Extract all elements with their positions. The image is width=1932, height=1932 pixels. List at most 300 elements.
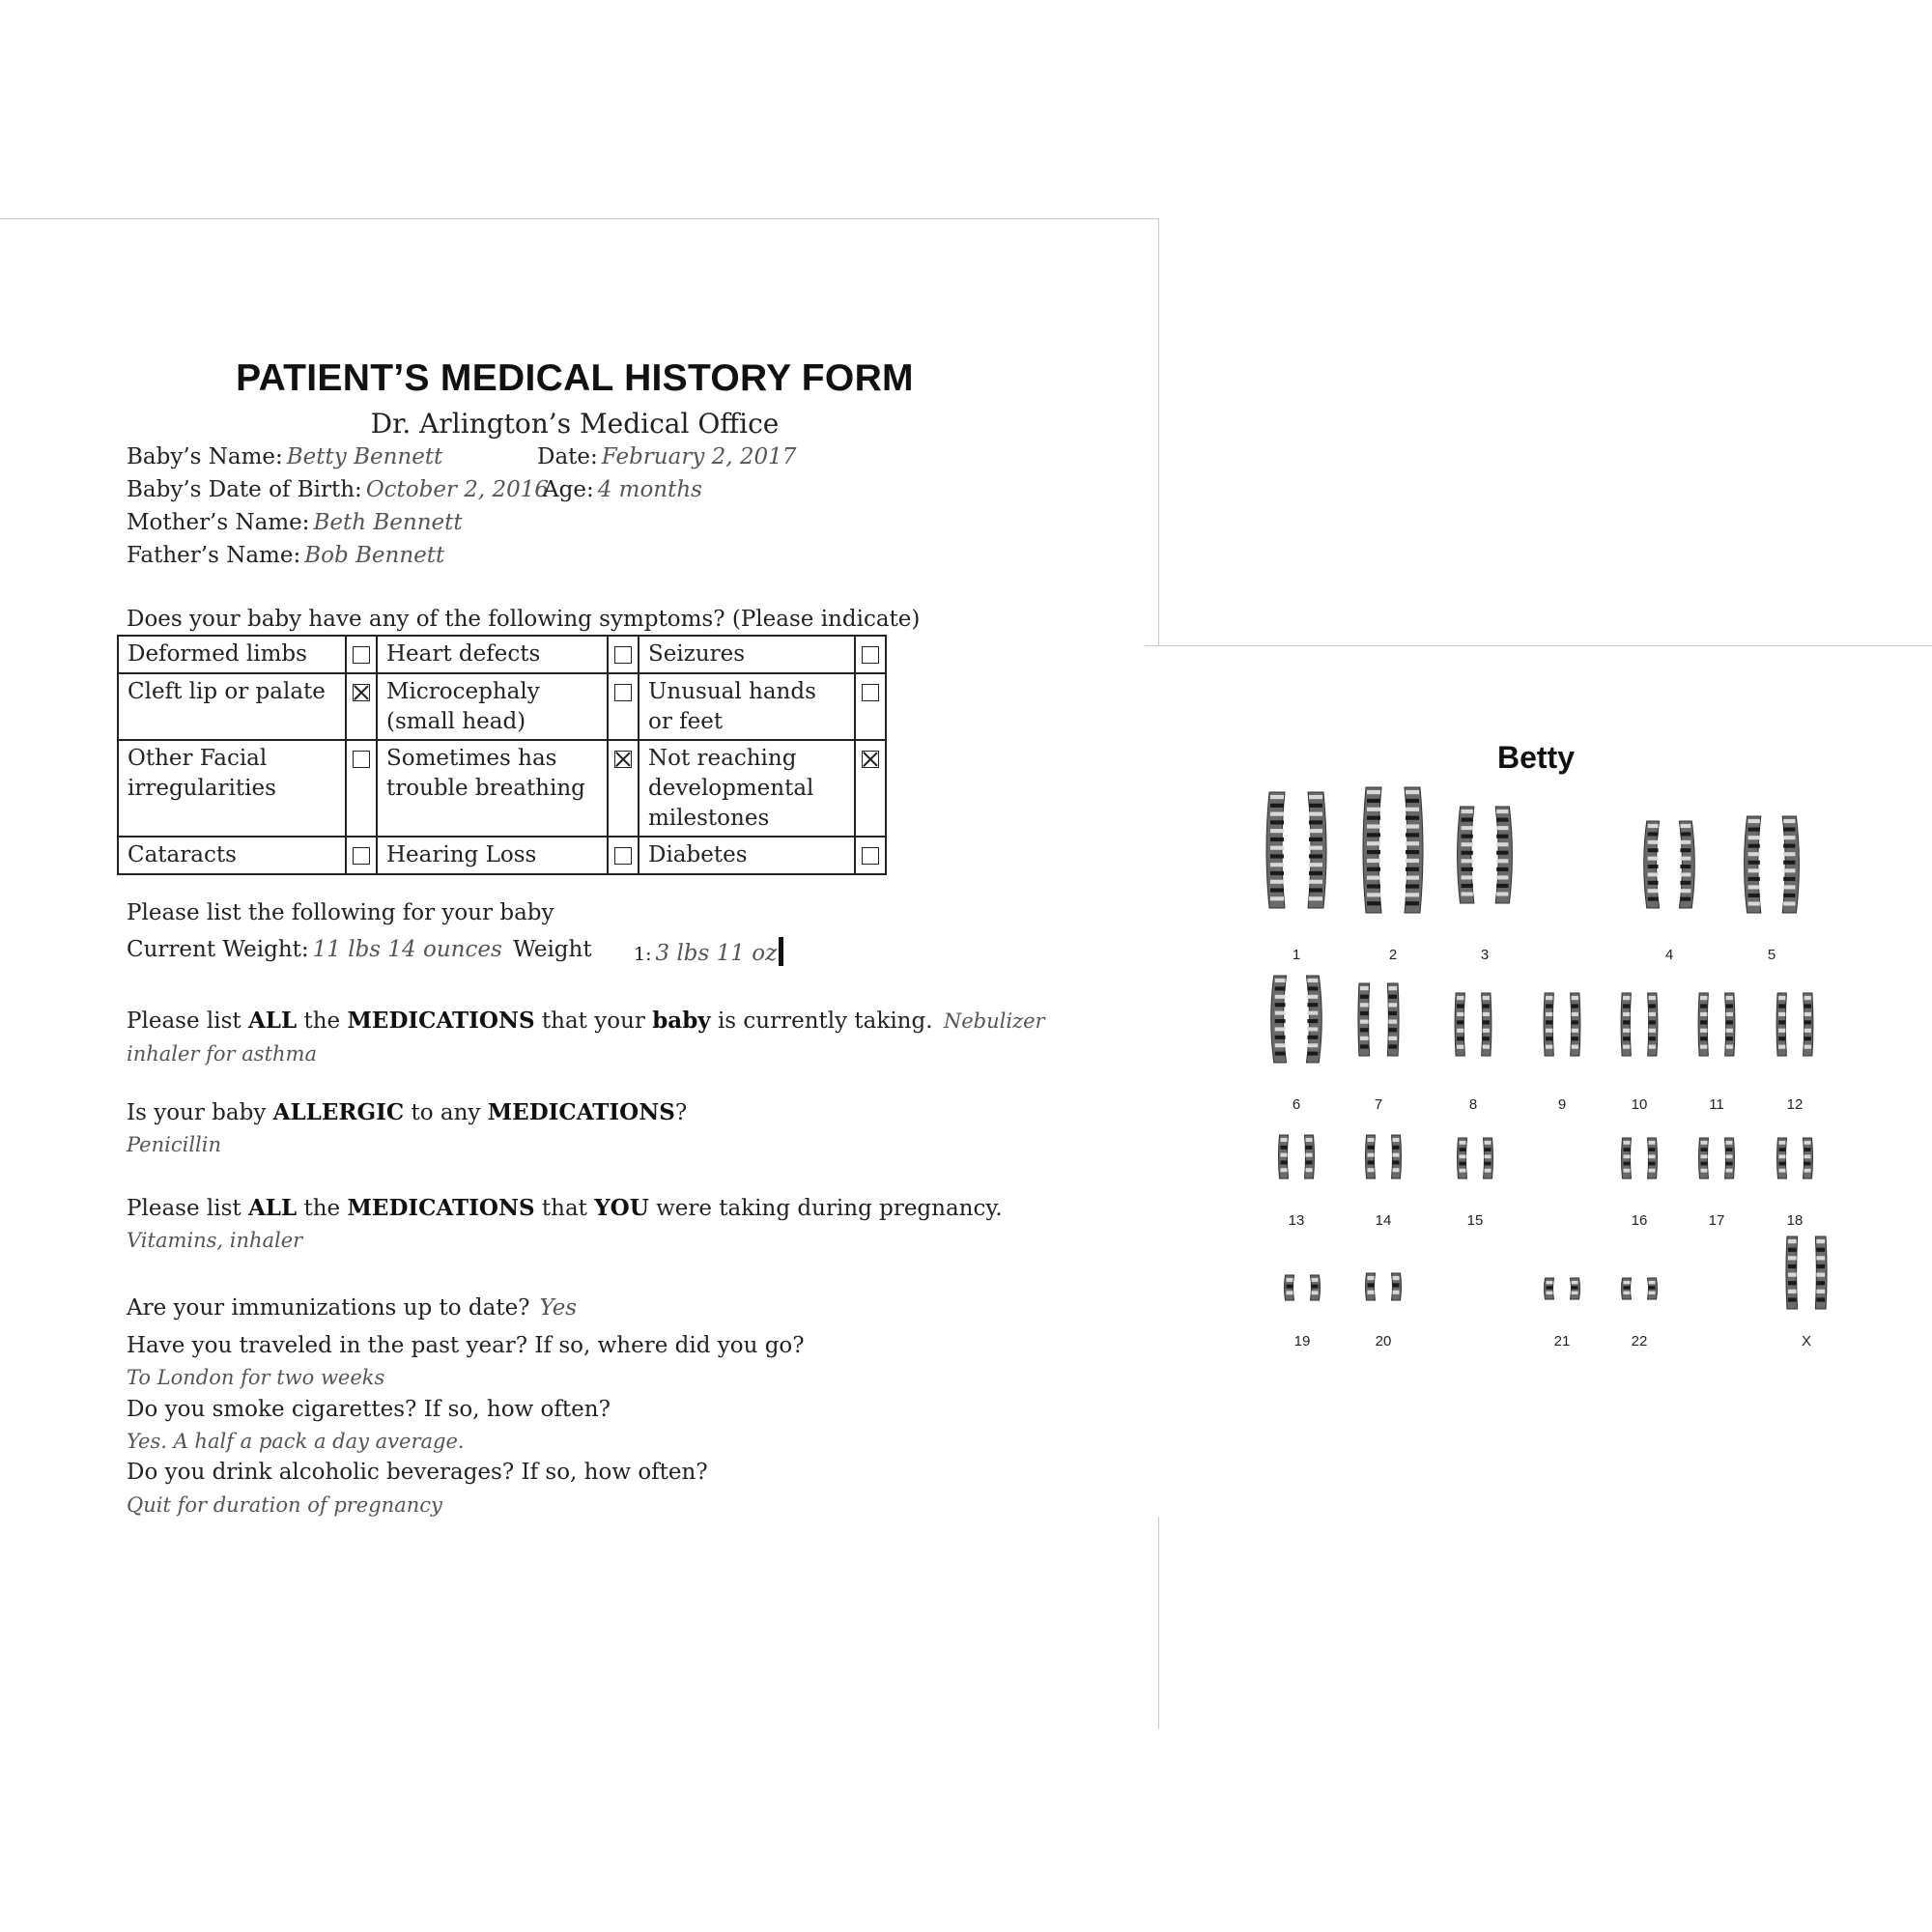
symptoms-table [117, 635, 887, 875]
chromosome-band [1726, 1012, 1733, 1016]
chromosome-band [1496, 826, 1508, 830]
chromosome-pair [1777, 1138, 1813, 1179]
chromosome-band [1816, 1248, 1825, 1252]
chromosome-band [1309, 896, 1322, 900]
chromosome-band [1496, 810, 1508, 813]
chromosome-band [1270, 863, 1284, 867]
chromosome-band [1360, 995, 1369, 999]
date-label: Date: [537, 444, 598, 469]
chromosome-band [1680, 897, 1690, 901]
chromosome-band [1367, 893, 1380, 896]
chromosome-band [1270, 804, 1284, 808]
chromosome-band [1680, 889, 1690, 893]
chromosome-band [1496, 875, 1508, 879]
chromosome-band [1388, 1003, 1397, 1007]
chromosome-band [1649, 1292, 1656, 1294]
chromosome-band [1804, 1029, 1811, 1033]
chromosome-band [1700, 1012, 1707, 1016]
chromosome-band [1406, 884, 1419, 888]
chromosome-band [1281, 1138, 1288, 1142]
chromosome-band [1309, 880, 1322, 884]
chromosome-band [1406, 824, 1419, 828]
chromosome-band [1393, 1153, 1400, 1157]
chromosome-band [1649, 1012, 1656, 1016]
chromosome-band [1309, 863, 1322, 867]
chromosome-band [1816, 1273, 1825, 1277]
symptom-checkbox[interactable] [353, 646, 370, 664]
symptom-checkbox[interactable] [862, 684, 879, 701]
chromosome-band [1816, 1239, 1825, 1243]
chromosome-band [1680, 824, 1690, 828]
chromosome-band [1270, 820, 1284, 824]
chromosome-band [1460, 1162, 1466, 1166]
chromosome-band [1649, 1029, 1656, 1033]
chromosome-band [1281, 1153, 1288, 1157]
chromosome-band [1701, 1141, 1708, 1145]
chromosome-band [1748, 894, 1760, 897]
chromosome-band [1406, 808, 1419, 811]
chromosome-band [1649, 1141, 1656, 1145]
chromosome-band [1368, 1138, 1375, 1142]
father-name-value[interactable]: Bob Bennett [304, 543, 445, 568]
chromosome-band [1462, 892, 1473, 895]
immunizations-answer[interactable]: Yes [539, 1295, 578, 1321]
chromosome-band [1816, 1264, 1825, 1268]
chromosome-band [1700, 1037, 1707, 1040]
symptom-checkbox[interactable] [862, 751, 879, 768]
chromosome-band [1700, 1004, 1707, 1008]
symptom-label: Cleft lip or palate [118, 673, 346, 740]
mother-name-line [127, 510, 463, 535]
chromosome-band [1624, 1281, 1631, 1284]
chromosome-band [1388, 1020, 1397, 1024]
chromosome-band [1270, 854, 1284, 858]
chromosome-pair [1776, 993, 1813, 1056]
chromosome-band [1306, 1168, 1313, 1172]
chromosome-band [1309, 795, 1322, 799]
baby-medications-answer[interactable]: Nebulizer inhaler for asthma [127, 1009, 1045, 1065]
symptom-label: Seizures [639, 636, 855, 673]
chromosome-band [1783, 852, 1795, 856]
chromosome-band [1748, 861, 1760, 865]
baby-name-value[interactable]: Betty Bennett [286, 444, 443, 469]
chromosome-band [1572, 996, 1578, 1000]
chromosome-band [1624, 1148, 1631, 1151]
chromosome-band [1748, 844, 1760, 848]
chromosome-band [1804, 1037, 1811, 1040]
chromosome-band [1368, 1160, 1375, 1164]
allergy-q-medications: MEDICATIONS [487, 1099, 675, 1125]
current-weight-label: Current Weight: [127, 937, 309, 962]
chromosome-band [1748, 877, 1760, 881]
chromosome-band [1281, 1168, 1288, 1172]
chromosome-pair [1285, 1275, 1321, 1300]
weight-value-line [634, 937, 783, 966]
chromosome-band [1816, 1297, 1825, 1301]
karyotype-image [1236, 734, 1835, 1352]
text-cursor [779, 937, 783, 966]
chromosome-band [1648, 824, 1659, 828]
chromosome-band [1804, 1020, 1811, 1024]
chromosome-band [1406, 876, 1419, 880]
chromosome-band [1680, 881, 1690, 885]
chromosome-band [1804, 996, 1811, 1000]
chromosome-band [1779, 1141, 1786, 1145]
symptom-checkbox[interactable] [614, 684, 632, 701]
chromosome-number-label: 15 [1466, 1212, 1484, 1229]
chromosome-band [1270, 880, 1284, 884]
chromosome-band [1367, 884, 1380, 888]
chromosome-number-label: 6 [1292, 1096, 1301, 1113]
symptom-checkbox-cell [346, 636, 377, 673]
chromosome-band [1388, 986, 1397, 990]
meds-q-pre: Please list [127, 1009, 242, 1034]
chromosome-number-label: 19 [1293, 1333, 1311, 1350]
chromosome-band [1572, 1281, 1578, 1284]
chromosome-band [1406, 790, 1419, 794]
symptom-checkbox-cell [608, 636, 639, 673]
chromosome-band [1367, 816, 1380, 820]
chromosome-band [1460, 1154, 1466, 1158]
chromosome-band [1778, 1029, 1785, 1033]
allergy-answer[interactable]: Penicillin [127, 1133, 222, 1156]
chromosome-band [1406, 799, 1419, 803]
chromosome-band [1406, 867, 1419, 871]
chromosome-band [1700, 1029, 1707, 1033]
chromosome-number-label: 14 [1375, 1212, 1392, 1229]
symptom-checkbox-cell [855, 636, 886, 673]
date-value[interactable]: February 2, 2017 [601, 444, 797, 469]
chromosome-band [1307, 979, 1318, 982]
chromosome-band [1779, 1169, 1786, 1173]
chromosome-number-label: 20 [1375, 1333, 1392, 1350]
chromosome-band [1275, 1036, 1286, 1039]
chromosome-band [1572, 1286, 1578, 1289]
chromosome-band [1496, 867, 1508, 871]
dob-line [127, 477, 549, 502]
chromosome-band [1287, 1285, 1293, 1289]
chromosome-band [1462, 875, 1473, 879]
chromosome-band [1648, 848, 1659, 852]
chromosome-band [1546, 1045, 1552, 1049]
preg-q-you: YOU [594, 1195, 649, 1221]
chromosome-band [1748, 868, 1760, 872]
chromosome-band [1788, 1281, 1797, 1285]
chromosome-number-label: 12 [1786, 1096, 1804, 1113]
chromosome-pair [1786, 1236, 1827, 1309]
drink-answer[interactable]: Quit for duration of pregnancy [127, 1493, 442, 1517]
chromosome-pair [1545, 1278, 1580, 1299]
chromosome-band [1388, 995, 1397, 999]
chromosome-band [1275, 986, 1286, 990]
symptom-checkbox-cell [346, 740, 377, 837]
allergy-q-post: ? [674, 1100, 688, 1125]
chromosome-band [1483, 1004, 1490, 1008]
chromosome-band [1804, 1162, 1811, 1166]
chromosome-band [1726, 1004, 1733, 1008]
chromosome-band [1748, 852, 1760, 856]
chromosome-band [1270, 812, 1284, 816]
chromosome-band [1462, 884, 1473, 888]
chromosome-pair [1363, 787, 1423, 913]
chromosome-band [1726, 1162, 1733, 1166]
chromosome-band [1648, 881, 1659, 885]
chromosome-band [1406, 859, 1419, 863]
chromosome-band [1367, 859, 1380, 863]
symptom-checkbox[interactable] [353, 684, 370, 701]
chromosome-band [1547, 1286, 1553, 1289]
chromosome-band [1572, 1012, 1578, 1016]
chromosome-band [1726, 1169, 1733, 1173]
chromosome-band [1649, 1169, 1656, 1173]
chromosome-band [1367, 841, 1380, 845]
chromosome-band [1388, 1028, 1397, 1032]
chromosome-band [1462, 835, 1473, 838]
chromosome-band [1726, 996, 1733, 1000]
chromosome-band [1367, 850, 1380, 854]
chromosome-band [1307, 1019, 1318, 1023]
allergy-q-mid: to any [411, 1100, 481, 1125]
meds-q-the: the [303, 1009, 341, 1034]
current-weight-line [127, 937, 592, 962]
chromosome-band [1778, 1004, 1785, 1008]
chromosome-band [1368, 1153, 1375, 1157]
symptom-row [118, 740, 886, 837]
symptom-checkbox[interactable] [614, 751, 632, 768]
chromosome-band [1804, 1148, 1811, 1151]
allergy-q-allergic: ALLERGIC [272, 1099, 405, 1125]
chromosome-pair [1458, 1138, 1493, 1179]
pregnancy-answer-line [127, 1228, 302, 1253]
chromosome-band [1726, 1045, 1733, 1049]
chromosome-band [1816, 1290, 1825, 1293]
travel-answer-line [127, 1365, 384, 1390]
chromosome-band [1680, 832, 1690, 836]
chromosome-band [1309, 871, 1322, 875]
chromosome-band [1368, 1283, 1375, 1287]
chromosome-band [1624, 1162, 1631, 1166]
chromosome-band [1485, 1141, 1492, 1145]
chromosome-band [1623, 1020, 1630, 1024]
chromosome-band [1648, 865, 1659, 868]
chromosome-band [1649, 1037, 1656, 1040]
symptom-checkbox[interactable] [353, 847, 370, 865]
chromosome-number-label: 4 [1664, 947, 1674, 963]
chromosome-band [1457, 1029, 1463, 1033]
symptom-checkbox[interactable] [614, 847, 632, 865]
chromosome-band [1307, 1036, 1318, 1039]
mother-name-value[interactable]: Beth Bennett [313, 510, 463, 535]
symptom-label: Unusual hands or feet [639, 673, 855, 740]
chromosome-band [1783, 844, 1795, 848]
chromosome-number-label: 7 [1374, 1096, 1383, 1113]
chromosome-band [1546, 1012, 1552, 1016]
chromosome-number-label: 18 [1786, 1212, 1804, 1229]
chromosome-band [1547, 1281, 1553, 1284]
chromosome-band [1275, 1052, 1286, 1056]
travel-answer[interactable]: To London for two weeks [127, 1366, 385, 1389]
symptom-label: Microcephaly (small head) [377, 673, 608, 740]
chromosome-band [1624, 1169, 1631, 1173]
chromosome-band [1783, 836, 1795, 839]
baby-medications-question [127, 1005, 1054, 1070]
date-line [537, 444, 796, 469]
chromosome-band [1460, 1141, 1466, 1145]
chromosome-band [1572, 1029, 1578, 1033]
chromosome-band [1778, 1020, 1785, 1024]
chromosome-band [1309, 812, 1322, 816]
chromosome-band [1783, 901, 1795, 905]
chromosome-band [1726, 1037, 1733, 1040]
chromosome-band [1367, 833, 1380, 837]
chromosome-band [1270, 896, 1284, 900]
chromosome-band [1496, 892, 1508, 895]
chromosome-band [1680, 857, 1690, 861]
chromosome-band [1648, 889, 1659, 893]
chromosome-band [1648, 840, 1659, 844]
chromosome-band [1572, 1004, 1578, 1008]
chromosome-band [1680, 840, 1690, 844]
chromosome-band [1783, 828, 1795, 832]
chromosome-band [1309, 846, 1322, 850]
chromosome-band [1804, 1141, 1811, 1145]
meds-q-medications: MEDICATIONS [347, 1008, 535, 1034]
chromosome-band [1367, 876, 1380, 880]
preg-q-that: that [541, 1196, 587, 1221]
age-label: Age: [543, 477, 594, 502]
chromosome-band [1367, 867, 1380, 871]
chromosome-band [1572, 1045, 1578, 1049]
chromosome-band [1393, 1168, 1400, 1172]
chromosome-band [1457, 996, 1463, 1000]
chromosome-band [1804, 1169, 1811, 1173]
chromosome-band [1462, 818, 1473, 822]
chromosome-band [1649, 1148, 1656, 1151]
chromosome-pair [1544, 993, 1580, 1056]
chromosome-band [1309, 829, 1322, 833]
symptom-checkbox-cell [608, 740, 639, 837]
chromosome-band [1778, 1037, 1785, 1040]
chromosome-band [1309, 804, 1322, 808]
chromosome-band [1312, 1291, 1319, 1294]
chromosome-band [1367, 790, 1380, 794]
chromosome-band [1462, 859, 1473, 863]
chromosome-band [1281, 1160, 1288, 1164]
chromosome-band [1485, 1148, 1492, 1151]
chromosome-band [1783, 861, 1795, 865]
chromosome-band [1406, 833, 1419, 837]
chromosome-pair [1745, 816, 1800, 913]
chromosome-band [1726, 1148, 1733, 1151]
chromosome-band [1306, 1153, 1313, 1157]
dob-value[interactable]: October 2, 2016 [365, 477, 550, 502]
symptom-checkbox[interactable] [862, 646, 879, 664]
chromosome-band [1307, 1043, 1318, 1047]
symptom-checkbox[interactable] [353, 751, 370, 768]
chromosome-band [1649, 1045, 1656, 1049]
chromosome-band [1779, 1154, 1786, 1158]
weight-value[interactable]: 3 lbs 11 oz [655, 941, 778, 966]
chromosome-band [1788, 1273, 1797, 1277]
chromosome-band [1462, 867, 1473, 871]
smoke-answer[interactable]: Yes. A half a pack a day average. [127, 1430, 465, 1453]
chromosome-band [1307, 986, 1318, 990]
chromosome-band [1726, 1020, 1733, 1024]
chromosome-band [1748, 828, 1760, 832]
chromosome-band [1457, 1012, 1463, 1016]
chromosome-band [1462, 851, 1473, 855]
chromosome-band [1700, 1020, 1707, 1024]
chromosome-band [1367, 799, 1380, 803]
chromosome-number-label: 13 [1288, 1212, 1305, 1229]
symptom-row [118, 673, 886, 740]
smoke-question: Do you smoke cigarettes? If so, how often? [127, 1397, 611, 1422]
chromosome-band [1546, 1020, 1552, 1024]
chromosome-pair [1358, 983, 1399, 1056]
preg-q-all: ALL [247, 1195, 298, 1221]
chromosome-band [1680, 865, 1690, 868]
preg-q-the: the [303, 1196, 341, 1221]
pregnancy-medications-question [127, 1195, 1003, 1221]
chromosome-band [1680, 848, 1690, 852]
chromosome-band [1623, 1029, 1630, 1033]
chromosome-band [1624, 1286, 1631, 1289]
chromosome-band [1726, 1029, 1733, 1033]
form-subtitle: Dr. Arlington’s Medical Office [370, 408, 780, 440]
chromosome-band [1485, 1162, 1492, 1166]
symptom-label: Hearing Loss [377, 837, 608, 874]
chromosome-band [1572, 1292, 1578, 1294]
chromosome-band [1649, 1162, 1656, 1166]
chromosome-band [1312, 1278, 1319, 1282]
chromosome-band [1483, 1012, 1490, 1016]
chromosome-band [1779, 1148, 1786, 1151]
chromosome-band [1483, 1029, 1490, 1033]
symptom-checkbox[interactable] [614, 646, 632, 664]
father-name-line [127, 543, 444, 568]
chromosome-band [1312, 1285, 1319, 1289]
symptom-checkbox-cell [608, 837, 639, 874]
chromosome-band [1306, 1138, 1313, 1142]
chromosome-band [1367, 808, 1380, 811]
chromosome-band [1483, 1020, 1490, 1024]
chromosome-band [1457, 1004, 1463, 1008]
chromosome-number-label: 3 [1480, 947, 1490, 963]
chromosome-band [1496, 851, 1508, 855]
age-value[interactable]: 4 months [597, 477, 702, 502]
chromosome-band [1783, 894, 1795, 897]
chromosome-band [1393, 1138, 1400, 1142]
symptom-checkbox[interactable] [862, 847, 879, 865]
chromosome-band [1368, 1276, 1375, 1280]
meds-q-all: ALL [247, 1008, 298, 1034]
chromosome-band [1496, 884, 1508, 888]
symptom-label: Not reaching developmental milestones [639, 740, 855, 837]
pregnancy-medications-answer[interactable]: Vitamins, inhaler [127, 1229, 303, 1252]
chromosome-band [1275, 1019, 1286, 1023]
chromosome-band [1496, 818, 1508, 822]
chromosome-band [1783, 868, 1795, 872]
chromosome-band [1701, 1154, 1708, 1158]
drink-answer-line [127, 1492, 442, 1518]
chromosome-band [1648, 897, 1659, 901]
chromosome-band [1783, 877, 1795, 881]
chromosome-band [1623, 1037, 1630, 1040]
chromosome-band [1700, 1045, 1707, 1049]
chromosome-band [1649, 996, 1656, 1000]
current-weight-value[interactable]: 11 lbs 14 ounces [312, 937, 502, 962]
chromosome-band [1623, 996, 1630, 1000]
